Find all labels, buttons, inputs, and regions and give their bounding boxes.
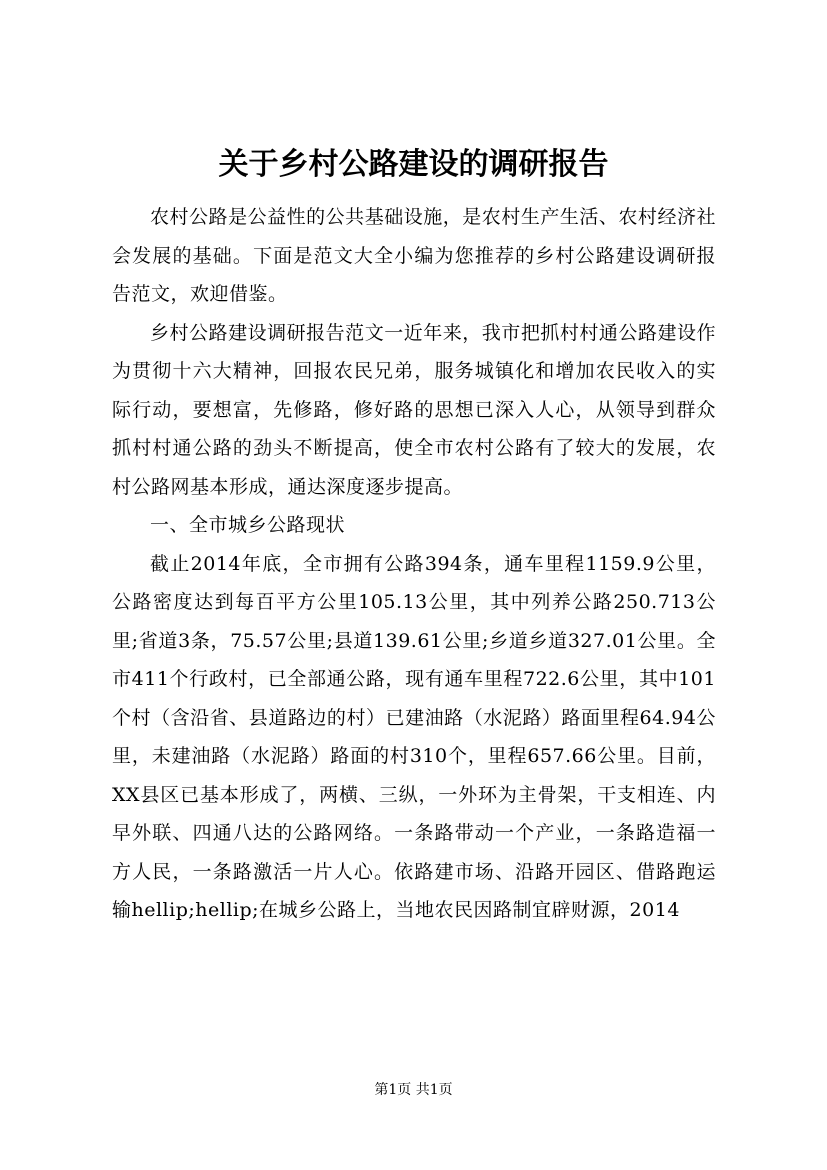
paragraph-intro: 农村公路是公益性的公共基础设施，是农村生产生活、农村经济社会发展的基础。下面是范文大全小编为您推荐的乡村公路建设调研报告范文，欢迎借鉴。 <box>112 206 716 305</box>
document-title: 关于乡村公路建设的调研报告 <box>218 147 609 182</box>
paragraph-status: 截止2014年底，全市拥有公路394条，通车里程1159.9公里，公路密度达到每百平方公里105.13公里，其中列养公路250.713公里;省道3条，75.57公里;县道139.61公里;乡道乡道327.01公里。全市411个行政村，已全部通公路，现有通车里程722.6公里，其中101个村（含沿省、县道路边的村）已建油路（水泥路）路面里程64.94公里，未建油路（水泥路）路面的村310个，里程657.66公里。目前，XX县区已基本形成了，两横、三纵，一外环为主骨架，干支相连、内早外联、四通八达的公路网络。一条路带动一个产业，一条路造福一方人民，一条路激活一片人心。依路建市场、沿路开园区、借路跑运输hellip;hellip;在城乡公路上，当地农民因路制宜辟财源，2014 <box>112 552 716 921</box>
section-heading: 一、全市城乡公路现状 <box>150 514 346 536</box>
paragraph-sample-one: 乡村公路建设调研报告范文一近年来，我市把抓村村通公路建设作为贯彻十六大精神，回报农民兄弟，服务城镇化和增加农民收入的实际行动，要想富，先修路，修好路的思想已深入人心，从领导到群众抓村村通公路的劲头不断提高，使全市农村公路有了较大的发展，农村公路网基本形成，通达深度逐步提高。 <box>112 321 716 498</box>
document-body <box>112 198 716 930</box>
page-footer: 第1页 共1页 <box>374 1082 453 1098</box>
